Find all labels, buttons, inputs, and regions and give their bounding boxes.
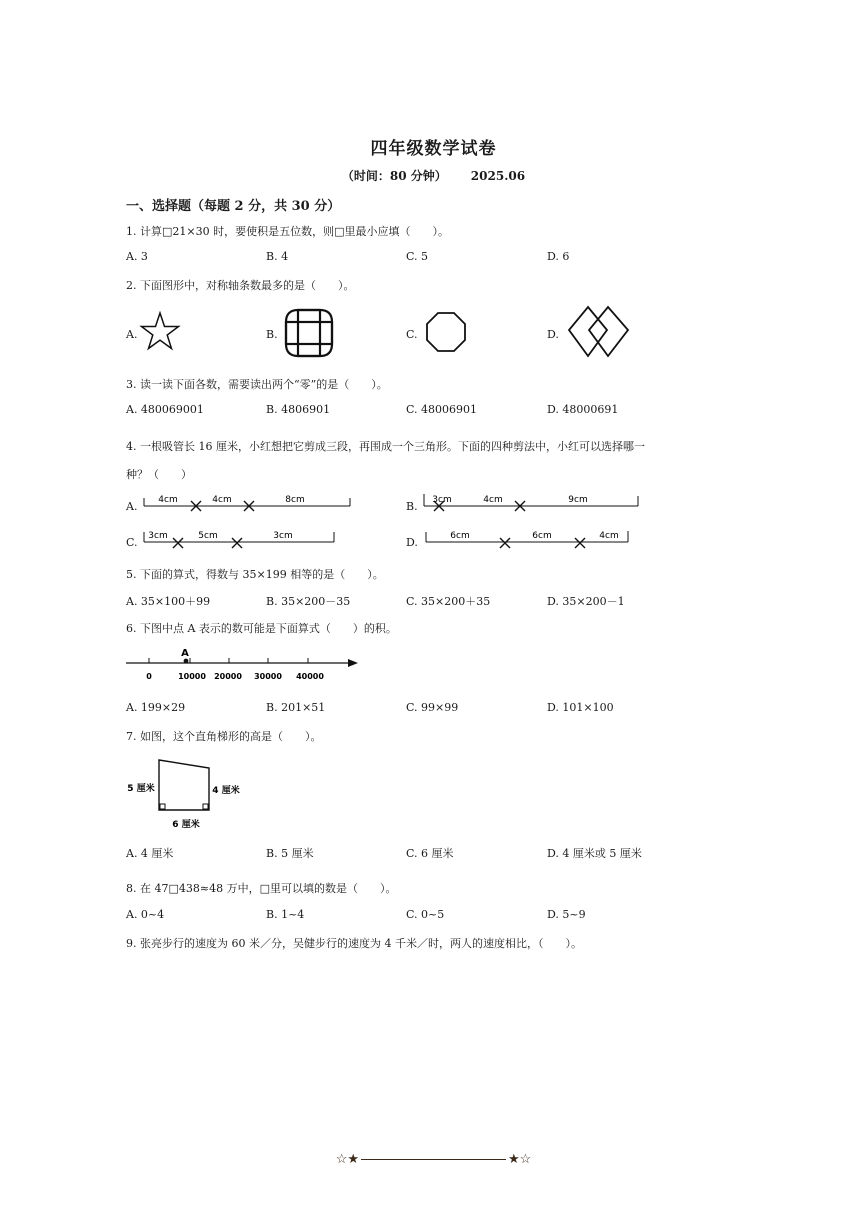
q4-option-a: A. [126, 500, 138, 513]
q2-option-c: C. [406, 328, 418, 341]
trapezoid-right-label: 4 厘米 [212, 786, 240, 796]
rounded-cross-icon [282, 306, 336, 360]
q2-option-a: A. [126, 328, 138, 341]
q5-option-d: D. 35×200－1 [547, 595, 625, 608]
q7-option-a: A. 4 厘米 [126, 847, 174, 860]
seg-d-label-3: 4cm [599, 531, 619, 541]
seg-c-label-3: 3cm [273, 531, 293, 541]
q4-segment-a [140, 490, 354, 514]
q4-option-b: B. [406, 500, 418, 513]
q8-option-b: B. 1~4 [266, 908, 305, 921]
q4-option-c: C. [126, 536, 138, 549]
seg-c-label-1: 3cm [148, 531, 168, 541]
q6-option-c: C. 99×99 [406, 701, 459, 714]
exam-time: （时间：80 分钟） [341, 169, 447, 183]
q8-option-d: D. 5~9 [547, 908, 586, 921]
question-4-stem: 4. 一根吸管长 16 厘米，小红想把它剪成三段，再围成一个三角形。下面的四种剪法中，小红可以选择哪一 [126, 440, 645, 453]
right-trapezoid-figure [124, 755, 248, 835]
tick-label-0: 0 [146, 672, 152, 681]
q7-option-c: C. 6 厘米 [406, 847, 454, 860]
seg-d-label-2: 6cm [532, 531, 552, 541]
question-4-stem-cont: 种？（ ） [126, 468, 192, 481]
q4-segment-b [420, 490, 644, 514]
question-7-stem: 7. 如图，这个直角梯形的高是（ ）。 [126, 730, 322, 743]
q6-option-d: D. 101×100 [547, 701, 614, 714]
question-9-stem: 9. 张亮步行的速度为 60 米／分，吴健步行的速度为 4 千米／时，两人的速度相比，（ ）。 [126, 937, 582, 950]
section-title: 一、选择题（每题 2 分，共 30 分） [126, 199, 341, 214]
q4-segment-d [420, 527, 634, 551]
tick-label-20000: 20000 [214, 672, 242, 681]
footer-stars-left: ☆★ [335, 1152, 359, 1167]
question-1-stem: 1. 计算□21×30 时，要使积是五位数，则□里最小应填（ ）。 [126, 225, 449, 238]
footer-divider [361, 1159, 506, 1160]
q1-option-b: B. 4 [266, 250, 289, 263]
trapezoid-bottom-label: 6 厘米 [172, 820, 200, 830]
q7-option-d: D. 4 厘米或 5 厘米 [547, 847, 642, 860]
q3-option-c: C. 48006901 [406, 403, 478, 416]
octagon-icon [424, 310, 468, 356]
question-6-stem: 6. 下图中点 A 表示的数可能是下面算式（ ）的积。 [126, 622, 397, 635]
q1-option-c: C. 5 [406, 250, 429, 263]
footer-stars-right: ★☆ [508, 1152, 532, 1167]
seg-a-label-3: 8cm [285, 495, 305, 505]
q7-option-b: B. 5 厘米 [266, 847, 314, 860]
question-2-stem: 2. 下面图形中，对称轴条数最多的是（ ）。 [126, 279, 355, 292]
exam-date: 2025.06 [470, 169, 526, 183]
question-5-stem: 5. 下面的算式，得数与 35×199 相等的是（ ）。 [126, 568, 384, 581]
q5-option-b: B. 35×200－35 [266, 595, 351, 608]
q3-option-b: B. 4806901 [266, 403, 331, 416]
q1-option-a: A. 3 [126, 250, 148, 263]
page-title: 四年级数学试卷 [370, 139, 497, 159]
q3-option-a: A. 480069001 [126, 403, 204, 416]
seg-a-label-1: 4cm [158, 495, 178, 505]
q6-option-a: A. 199×29 [126, 701, 186, 714]
exam-meta [0, 167, 867, 184]
tick-label-30000: 30000 [254, 672, 282, 681]
q2-option-b: B. [266, 328, 278, 341]
number-line [124, 645, 364, 685]
seg-d-label-1: 6cm [450, 531, 470, 541]
seg-b-label-1: 3cm [432, 495, 452, 505]
question-3-stem: 3. 读一读下面各数，需要读出两个“零”的是（ ）。 [126, 378, 388, 391]
q8-option-a: A. 0~4 [126, 908, 165, 921]
seg-c-label-2: 5cm [198, 531, 218, 541]
q4-option-d: D. [406, 536, 418, 549]
star-icon [138, 310, 182, 354]
tick-label-10000: 10000 [178, 672, 206, 681]
tick-label-40000: 40000 [296, 672, 324, 681]
q8-option-c: C. 0~5 [406, 908, 445, 921]
q5-option-c: C. 35×200＋35 [406, 595, 491, 608]
seg-b-label-3: 9cm [568, 495, 588, 505]
q4-segment-c [140, 527, 340, 551]
seg-a-label-2: 4cm [212, 495, 232, 505]
question-8-stem: 8. 在 47□438≈48 万中，□里可以填的数是（ ）。 [126, 882, 397, 895]
point-a-label: A [181, 648, 189, 659]
trapezoid-left-label: 5 厘米 [127, 784, 155, 794]
page-footer [0, 1152, 867, 1167]
seg-b-label-2: 4cm [483, 495, 503, 505]
q1-option-d: D. 6 [547, 250, 570, 263]
point-a-marker [184, 659, 189, 664]
double-diamond-icon [566, 302, 632, 362]
q6-option-b: B. 201×51 [266, 701, 326, 714]
q3-option-d: D. 48000691 [547, 403, 619, 416]
q2-option-d: D. [547, 328, 559, 341]
q5-option-a: A. 35×100＋99 [126, 595, 211, 608]
